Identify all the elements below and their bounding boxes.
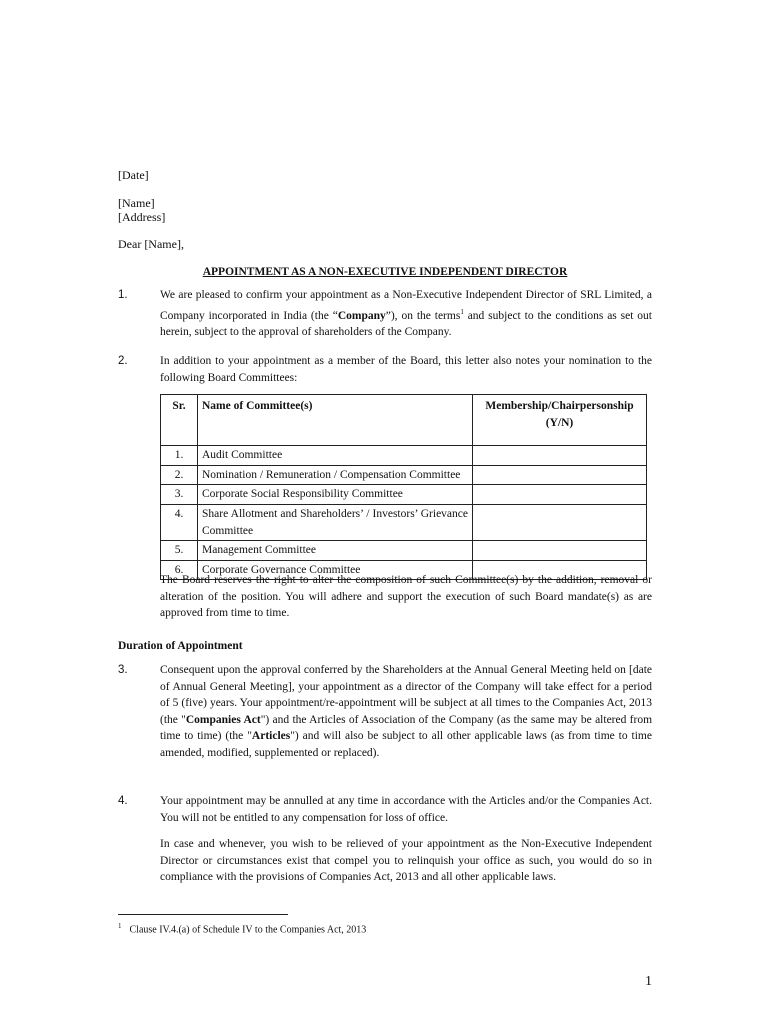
clause-3-number: 3. (118, 664, 128, 676)
footnote-divider (118, 914, 288, 915)
clause-3-part-b: ") and the Articles of Association of the Company (as the same may be altered from time to time) (the " (160, 713, 653, 743)
table-row (161, 485, 647, 505)
clause-1-company-term: Company (337, 309, 386, 322)
row-sr: 3. (161, 485, 198, 505)
committees-table (160, 394, 647, 580)
table-row (161, 504, 647, 540)
clause-1-part-c: and subject to the conditions as set out herein, subject to the approval of shareholders of the Company. (160, 309, 653, 339)
row-sr: 1. (161, 446, 198, 466)
row-committee-name: Corporate Social Responsibility Committee (198, 485, 473, 505)
clause-4-number: 4. (118, 795, 128, 807)
table-row (161, 541, 647, 561)
footnote (118, 922, 366, 935)
clause-4-text: Your appointment may be annulled at any time in accordance with the Articles and/or the Companies Act. You will not be entitled to any compensation for loss of office. (160, 795, 652, 824)
page-number: 1 (645, 974, 652, 989)
clause-3-part-c: ") and will also be subject to all other applicable laws (as from time to time amended, modified, supplemented or replaced). (160, 730, 652, 759)
clause-4-relief-paragraph: In case and whenever, you wish to be relieved of your appointment as the Non-Executive Independent Director or circumstances exist that compel you to relinquish your office as such, you would do so in compliance with the provisions of Companies Act, 2013 and all other applicable laws. (160, 838, 652, 884)
row-membership-cell (473, 504, 647, 540)
row-membership-cell (473, 541, 647, 561)
header-membership: Membership/Chairpersonship (Y/N) (473, 395, 647, 446)
clause-1-number: 1. (118, 289, 128, 301)
clause-1-text (160, 287, 652, 341)
row-membership-cell (473, 446, 647, 466)
footnote-mark: 1 (118, 922, 122, 930)
table-header-row (161, 395, 647, 446)
header-committee-name: Name of Committee(s) (198, 395, 473, 446)
clause-3-part-a: Consequent upon the approval conferred by the Shareholders at the Annual General Meeting held on [date of Annual General Meeting], your appointment as a director of the Company will take effect for a period of 5 (five) years. Your appointment/re-appointment will be subject at all times to the Companies Act, 2013 (the " (160, 664, 652, 726)
row-sr: 6. (161, 560, 198, 580)
clause-3-text (160, 662, 652, 762)
header-sr: Sr. (161, 395, 198, 446)
clause-1-part-a: We are pleased to confirm your appointment as a Non-Executive Independent Director of SRL Limited, a Company incorporated in India (the “ (160, 289, 652, 322)
table-row (161, 446, 647, 466)
row-sr: 4. (161, 504, 198, 540)
footnote-reference: 1 (460, 307, 464, 316)
letter-date: [Date] (118, 168, 149, 182)
letter-address: [Address] (118, 210, 166, 224)
duration-heading: Duration of Appointment (118, 640, 243, 652)
row-committee-name: Audit Committee (198, 446, 473, 466)
clause-2-number: 2. (118, 355, 128, 367)
table-row (161, 465, 647, 485)
clause-1-part-b: ”), on the terms (385, 309, 461, 322)
clause-3-articles-term: Articles (251, 730, 291, 743)
row-committee-name: Corporate Governance Committee (198, 560, 473, 580)
clause-3-companies-act-term: Companies Act (185, 713, 261, 726)
row-sr: 5. (161, 541, 198, 561)
row-membership-cell (473, 465, 647, 485)
footnote-text: Clause IV.4.(a) of Schedule IV to the Companies Act, 2013 (129, 924, 367, 936)
row-committee-name: Management Committee (198, 541, 473, 561)
row-membership-cell (473, 485, 647, 505)
letter-name: [Name] (118, 196, 155, 210)
row-committee-name: Share Allotment and Shareholders’ / Investors’ Grievance Committee (198, 504, 473, 540)
letter-title: APPOINTMENT AS A NON-EXECUTIVE INDEPENDENT DIRECTOR (202, 266, 568, 278)
board-reserves-paragraph: The Board reserves the right to alter the composition of such Committee(s) by the addition, removal or alteration of the position. You will adhere and support the execution of such Board mandate(s) as are approved from time to time. (160, 574, 652, 620)
row-sr: 2. (161, 465, 198, 485)
clause-2-text: In addition to your appointment as a member of the Board, this letter also notes your nomination to the following Board Committees: (160, 355, 652, 384)
row-committee-name: Nomination / Remuneration / Compensation Committee (198, 465, 473, 485)
letter-salutation: Dear [Name], (118, 237, 184, 251)
